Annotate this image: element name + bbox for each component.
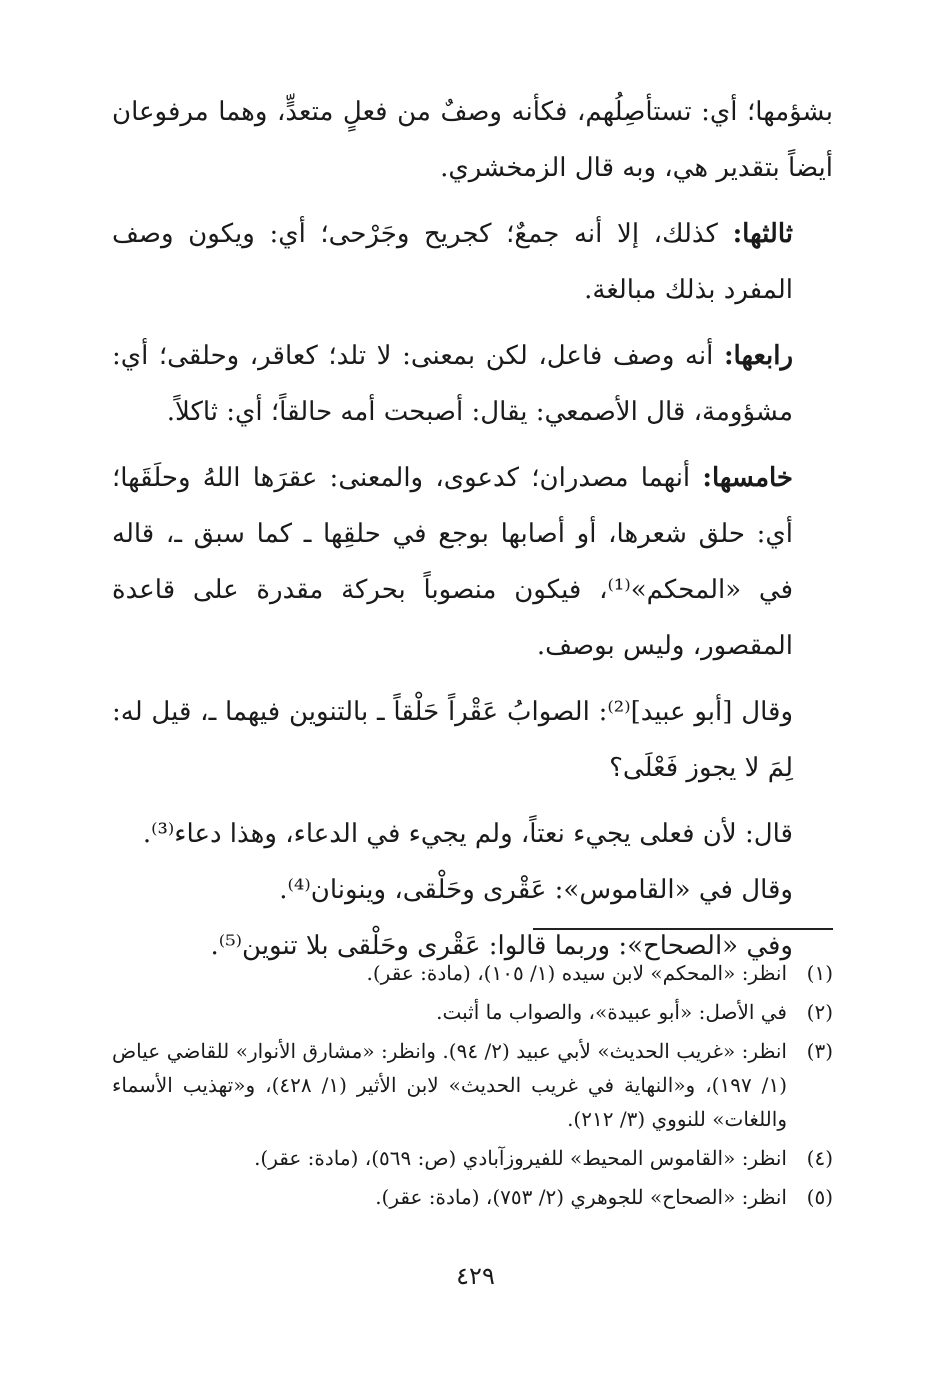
footnote-text: انظر: «المحكم» لابن سيده (١/ ١٠٥)، (مادة: عقر). — [366, 961, 787, 985]
footnote-text: انظر: «الصحاح» للجوهري (٢/ ٧٥٣)، (مادة: عقر). — [375, 1185, 787, 1209]
paragraph-2-text: كذلك، إلا أنه جمعٌ؛ كجريح وجَرْحى؛ أي: ويكون وصف المفرد بذلك مبالغة. — [112, 219, 793, 305]
footnote-number: (١) — [806, 961, 833, 985]
quote-line-1: قال: لأن فعلى يجيء نعتاً، ولم يجيء في الدعاء، وهذا دعاء⁽³⁾. — [142, 819, 793, 849]
paragraph-1 — [112, 84, 833, 196]
paragraph-4-text: أنهما مصدران؛ كدعوى، والمعنى: عقرَها اللهُ وحلَقَها؛ أي: حلق شعرها، أو أصابها بوجع في حلقِها ـ كما سبق ـ، قاله في «المحكم»⁽¹⁾، فيكون منصوباً بحركة مقدرة على قاعدة المقصور، وليس بوصف. — [112, 463, 794, 661]
quote-line-3: وفي «الصحاح»: وربما قالوا: عَقْرى وحَلْقى بلا تنوين⁽⁵⁾. — [210, 931, 793, 961]
main-text — [112, 84, 833, 974]
paragraph-4 — [112, 450, 833, 674]
paragraph-5 — [112, 684, 833, 796]
footnote-1 — [112, 956, 833, 990]
paragraph-1-text: بشؤمها؛ أي: تستأصِلُهم، فكأنه وصفٌ من فعلٍ متعدٍّ، وهما مرفوعان أيضاً بتقدير هي، وبه قال الزمخشري. — [112, 97, 833, 183]
page-number: ٤٢٩ — [456, 1262, 495, 1290]
paragraph-2 — [112, 206, 833, 318]
footnote-text: في الأصل: «أبو عبيدة»، والصواب ما أثبت. — [436, 1000, 787, 1024]
footnote-5 — [112, 1180, 833, 1214]
paragraph-4-label: خامسها: — [702, 463, 793, 493]
footnote-separator — [533, 928, 833, 930]
footnote-number: (٥) — [806, 1185, 833, 1209]
paragraph-5-text: وقال [أبو عبيد]⁽²⁾: الصوابُ عَقْراً حَلْقاً ـ بالتنوين فيهما ـ، قيل له: لِمَ لا يجوز فَعْلَى؟ — [112, 697, 794, 783]
paragraph-2-label: ثالثها: — [732, 219, 793, 249]
footnote-2 — [112, 995, 833, 1029]
footnote-number: (٢) — [806, 1000, 833, 1024]
footnote-number: (٣) — [806, 1039, 833, 1063]
quote-line-2: وقال في «القاموس»: عَقْرى وحَلْقى، وينونان⁽⁴⁾. — [279, 875, 793, 905]
footnotes — [112, 956, 833, 1219]
paragraph-3-text: أنه وصف فاعل، لكن بمعنى: لا تلد؛ كعاقر، وحلقى؛ أي: مشؤومة، قال الأصمعي: يقال: أصبحت أمه حالقاً؛ أي: ثاكلاً. — [112, 341, 793, 427]
footnote-number: (٤) — [806, 1146, 833, 1170]
footnote-text: انظر: «القاموس المحيط» للفيروزآبادي (ص: ٥٦٩)، (مادة: عقر). — [254, 1146, 787, 1170]
footnote-3 — [112, 1034, 833, 1136]
footnote-text: انظر: «غريب الحديث» لأبي عبيد (٢/ ٩٤). وانظر: «مشارق الأنوار» للقاضي عياض (١/ ١٩٧)، و«النهاية في غريب الحديث» لابن الأثير (١/ ٤٢٨)، و«تهذيب الأسماء واللغات» للنووي (٣/ ٢١٢). — [112, 1039, 787, 1131]
paragraph-3 — [112, 328, 833, 440]
paragraph-3-label: رابعها: — [723, 341, 793, 371]
footnote-4 — [112, 1141, 833, 1175]
